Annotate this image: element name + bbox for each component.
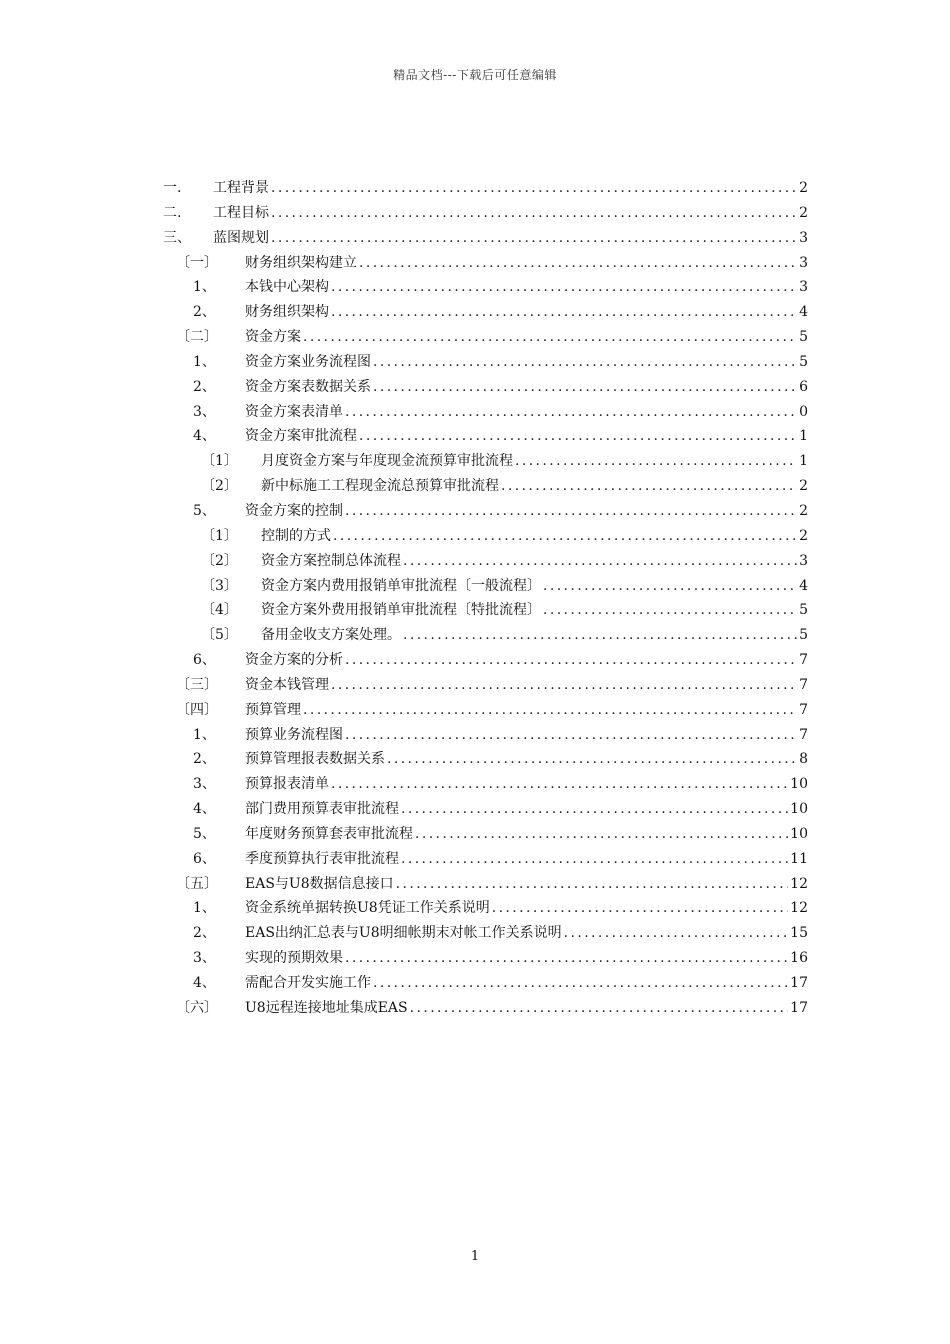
toc-entry-number: 4、 bbox=[193, 801, 216, 818]
toc-entry-title: 财务组织架构 bbox=[245, 304, 329, 321]
toc-entry-page: 2 bbox=[799, 502, 808, 519]
toc-entry[interactable] bbox=[163, 549, 808, 574]
toc-entry-title: 预算管理 bbox=[245, 701, 301, 718]
toc-entry-title: 资金方案业务流程图 bbox=[245, 353, 371, 370]
toc-entry[interactable] bbox=[163, 325, 808, 350]
toc-entry-page: 3 bbox=[799, 279, 808, 296]
toc-entry-number: 〔五〕 bbox=[176, 875, 218, 892]
toc-entry-number: 2、 bbox=[193, 751, 216, 768]
toc-entry-line bbox=[245, 698, 808, 723]
toc-entry-title: 资金方案表清单 bbox=[245, 403, 343, 420]
toc-entry-number: 一. bbox=[163, 180, 182, 196]
toc-entry-number: 〔1〕 bbox=[201, 453, 238, 470]
toc-entry-title: 预算管理报表数据关系 bbox=[245, 751, 385, 768]
toc-entry-number: 4、 bbox=[193, 428, 216, 445]
toc-entry-line bbox=[213, 176, 808, 201]
toc-entry[interactable] bbox=[163, 822, 808, 847]
toc-entry-page: 0 bbox=[799, 403, 808, 420]
toc-dot-leader bbox=[329, 673, 797, 698]
toc-entry-line bbox=[245, 400, 808, 425]
toc-entry-title: 资金方案的分析 bbox=[245, 652, 343, 669]
toc-entry[interactable] bbox=[163, 648, 808, 673]
toc-entry-number: 〔二〕 bbox=[176, 329, 218, 346]
toc-entry-title: 需配合开发实施工作 bbox=[245, 975, 371, 991]
toc-entry-number: 1、 bbox=[193, 900, 216, 917]
toc-entry-title: EAS出纳汇总表与U8明细帐期末对帐工作关系说明 bbox=[245, 925, 562, 942]
toc-dot-leader bbox=[513, 449, 797, 474]
toc-entry-page: 1 bbox=[799, 453, 808, 470]
toc-entry-number: 6、 bbox=[193, 652, 216, 669]
toc-entry[interactable] bbox=[163, 623, 808, 648]
toc-entry-title: 资金方案 bbox=[245, 329, 301, 346]
toc-entry-line bbox=[261, 549, 808, 574]
toc-entry-line bbox=[245, 648, 808, 673]
toc-entry[interactable] bbox=[163, 574, 808, 599]
toc-dot-leader bbox=[385, 747, 797, 772]
toc-entry-title: 本钱中心架构 bbox=[245, 279, 329, 296]
toc-entry-line bbox=[261, 623, 808, 648]
toc-entry-title: 工程背景 bbox=[213, 180, 269, 196]
toc-entry-line bbox=[245, 896, 808, 921]
toc-dot-leader bbox=[499, 474, 797, 499]
toc-entry-line bbox=[245, 872, 808, 897]
toc-entry-number: 〔三〕 bbox=[176, 676, 218, 693]
toc-entry-title: U8远程连接地址集成EAS bbox=[245, 999, 408, 1016]
toc-entry-title: 资金方案审批流程 bbox=[245, 428, 357, 445]
toc-entry[interactable] bbox=[163, 921, 808, 946]
toc-entry-page: 3 bbox=[799, 254, 808, 271]
toc-dot-leader bbox=[413, 822, 788, 847]
page-number: 1 bbox=[470, 1249, 480, 1264]
toc-entry[interactable] bbox=[163, 400, 808, 425]
toc-entry-number: 6、 bbox=[193, 850, 216, 867]
table-of-contents bbox=[163, 176, 808, 1021]
toc-entry-number: 〔四〕 bbox=[176, 701, 218, 718]
toc-entry[interactable] bbox=[163, 524, 808, 549]
toc-entry-line bbox=[245, 971, 808, 996]
toc-entry[interactable] bbox=[163, 598, 808, 623]
toc-entry-number: 2、 bbox=[193, 304, 216, 321]
toc-entry[interactable] bbox=[163, 847, 808, 872]
toc-dot-leader bbox=[541, 574, 797, 599]
toc-entry-page: 10 bbox=[790, 801, 808, 818]
toc-dot-leader bbox=[331, 524, 797, 549]
toc-entry-number: 1、 bbox=[193, 279, 216, 296]
toc-entry-number: 〔一〕 bbox=[176, 254, 218, 271]
toc-dot-leader bbox=[394, 872, 789, 897]
toc-entry-title: 资金方案表数据关系 bbox=[245, 378, 371, 395]
toc-entry-page: 12 bbox=[790, 900, 808, 917]
toc-dot-leader bbox=[357, 424, 797, 449]
toc-entry-number: 三、 bbox=[163, 229, 191, 246]
toc-entry-number: 2、 bbox=[193, 378, 216, 395]
toc-entry-page: 10 bbox=[790, 825, 808, 842]
toc-entry-line bbox=[261, 474, 808, 499]
toc-entry[interactable] bbox=[163, 201, 808, 226]
toc-dot-leader bbox=[329, 772, 788, 797]
toc-entry-number: 〔5〕 bbox=[201, 627, 238, 644]
toc-dot-leader bbox=[541, 598, 797, 623]
toc-entry[interactable] bbox=[163, 996, 808, 1021]
toc-entry-number: 〔2〕 bbox=[201, 552, 238, 569]
toc-entry-number: 1、 bbox=[193, 353, 216, 370]
toc-entry-line bbox=[261, 598, 808, 623]
toc-entry[interactable] bbox=[163, 474, 808, 499]
toc-entry-title: 年度财务预算套表审批流程 bbox=[245, 825, 413, 842]
toc-entry-title: 资金方案控制总体流程 bbox=[261, 552, 401, 569]
toc-entry-page: 7 bbox=[799, 652, 808, 669]
toc-entry-line bbox=[245, 375, 808, 400]
toc-entry[interactable] bbox=[163, 251, 808, 276]
toc-entry-page: 4 bbox=[799, 577, 808, 594]
toc-entry-line bbox=[213, 201, 808, 226]
toc-entry-line bbox=[245, 424, 808, 449]
toc-entry-number: 3、 bbox=[193, 776, 216, 793]
toc-dot-leader bbox=[371, 971, 788, 996]
toc-dot-leader bbox=[357, 251, 797, 276]
toc-entry-title: 季度预算执行表审批流程 bbox=[245, 850, 399, 867]
toc-entry-title: 财务组织架构建立 bbox=[245, 254, 357, 271]
toc-entry-title: 工程目标 bbox=[213, 204, 269, 221]
toc-entry-page: 7 bbox=[799, 676, 808, 693]
toc-dot-leader bbox=[401, 549, 797, 574]
toc-entry-page: 12 bbox=[790, 875, 808, 892]
toc-dot-leader bbox=[269, 226, 797, 251]
toc-entry-title: 月度资金方案与年度现金流预算审批流程 bbox=[261, 453, 513, 470]
toc-entry-page: 3 bbox=[799, 229, 808, 246]
toc-entry-title: 资金本钱管理 bbox=[245, 676, 329, 693]
toc-entry[interactable] bbox=[163, 350, 808, 375]
toc-entry-line bbox=[213, 226, 808, 251]
toc-entry-page: 11 bbox=[790, 850, 808, 867]
toc-entry[interactable] bbox=[163, 226, 808, 251]
toc-entry-title: 资金系统单据转换U8凭证工作关系说明 bbox=[245, 900, 490, 917]
toc-dot-leader bbox=[269, 176, 797, 201]
toc-entry-title: 预算报表清单 bbox=[245, 776, 329, 793]
toc-entry-line bbox=[245, 300, 808, 325]
toc-entry-line bbox=[245, 325, 808, 350]
toc-entry-title: 资金方案内费用报销单审批流程〔一般流程〕 bbox=[261, 577, 541, 594]
toc-entry-line bbox=[261, 574, 808, 599]
toc-dot-leader bbox=[371, 350, 797, 375]
toc-entry-line bbox=[245, 673, 808, 698]
toc-entry-number: 〔2〕 bbox=[201, 478, 238, 495]
toc-entry-title: EAS与U8数据信息接口 bbox=[245, 875, 394, 892]
toc-entry-page: 2 bbox=[799, 527, 808, 544]
toc-entry-page: 16 bbox=[790, 950, 808, 967]
toc-entry-number: 〔3〕 bbox=[201, 577, 238, 594]
toc-dot-leader bbox=[408, 996, 789, 1021]
toc-entry-page: 17 bbox=[790, 999, 808, 1016]
toc-dot-leader bbox=[343, 946, 788, 971]
toc-entry-line bbox=[245, 822, 808, 847]
toc-entry[interactable] bbox=[163, 176, 808, 201]
toc-entry-page: 8 bbox=[799, 751, 808, 768]
toc-dot-leader bbox=[562, 921, 789, 946]
toc-entry-title: 新中标施工工程现金流总预算审批流程 bbox=[261, 478, 499, 495]
toc-entry-title: 预算业务流程图 bbox=[245, 726, 343, 743]
toc-entry-line bbox=[245, 747, 808, 772]
toc-dot-leader bbox=[301, 698, 797, 723]
toc-entry-page: 2 bbox=[799, 478, 808, 495]
toc-dot-leader bbox=[343, 400, 797, 425]
toc-dot-leader bbox=[399, 847, 788, 872]
toc-entry[interactable] bbox=[163, 300, 808, 325]
toc-entry-title: 资金方案的控制 bbox=[245, 502, 343, 519]
toc-entry[interactable] bbox=[163, 723, 808, 748]
toc-entry-line bbox=[245, 946, 808, 971]
toc-entry[interactable] bbox=[163, 772, 808, 797]
toc-entry[interactable] bbox=[163, 375, 808, 400]
toc-entry-line bbox=[245, 275, 808, 300]
toc-entry-number: 〔六〕 bbox=[176, 999, 218, 1016]
toc-entry-title: 实现的预期效果 bbox=[245, 950, 343, 967]
page-header: 精品文档---下载后可任意编辑 bbox=[393, 68, 557, 82]
toc-entry-page: 7 bbox=[799, 701, 808, 718]
toc-entry-line bbox=[245, 797, 808, 822]
toc-entry[interactable] bbox=[163, 971, 808, 996]
toc-entry-line bbox=[245, 499, 808, 524]
toc-entry-page: 5 bbox=[799, 353, 808, 370]
toc-entry-page: 17 bbox=[790, 975, 808, 991]
toc-entry-title: 蓝图规划 bbox=[213, 229, 269, 246]
toc-entry[interactable] bbox=[163, 797, 808, 822]
toc-entry-page: 5 bbox=[799, 329, 808, 346]
toc-entry-number: 3、 bbox=[193, 403, 216, 420]
toc-dot-leader bbox=[399, 797, 788, 822]
toc-entry-title: 备用金收支方案处理。 bbox=[261, 627, 401, 644]
toc-entry-page: 1 bbox=[799, 428, 808, 445]
toc-entry[interactable] bbox=[163, 424, 808, 449]
toc-entry-line bbox=[261, 524, 808, 549]
toc-entry-number: 5、 bbox=[193, 825, 216, 842]
toc-entry-page: 2 bbox=[799, 204, 808, 221]
toc-entry-line bbox=[245, 847, 808, 872]
toc-entry-number: 〔4〕 bbox=[201, 602, 238, 619]
toc-dot-leader bbox=[329, 300, 797, 325]
toc-entry[interactable] bbox=[163, 698, 808, 723]
toc-entry-number: 2、 bbox=[193, 925, 216, 942]
toc-entry-number: 5、 bbox=[193, 502, 216, 519]
toc-dot-leader bbox=[401, 623, 797, 648]
toc-entry-title: 控制的方式 bbox=[261, 527, 331, 544]
toc-entry-number: 〔1〕 bbox=[201, 527, 238, 544]
toc-entry-page: 7 bbox=[799, 726, 808, 743]
toc-entry[interactable] bbox=[163, 275, 808, 300]
toc-dot-leader bbox=[343, 499, 797, 524]
toc-dot-leader bbox=[343, 723, 797, 748]
toc-dot-leader bbox=[269, 201, 797, 226]
toc-entry-page: 15 bbox=[790, 925, 808, 942]
toc-dot-leader bbox=[343, 648, 797, 673]
toc-entry-number: 3、 bbox=[193, 950, 216, 967]
toc-entry-page: 5 bbox=[799, 602, 808, 619]
toc-entry-page: 4 bbox=[799, 304, 808, 321]
toc-entry-number: 二. bbox=[163, 204, 182, 221]
toc-entry-number: 1、 bbox=[193, 726, 216, 743]
toc-entry[interactable] bbox=[163, 499, 808, 524]
toc-entry[interactable] bbox=[163, 747, 808, 772]
toc-entry[interactable] bbox=[163, 896, 808, 921]
toc-entry-page: 5 bbox=[799, 627, 808, 644]
toc-entry-line bbox=[261, 449, 808, 474]
toc-dot-leader bbox=[490, 896, 788, 921]
toc-entry-page: 6 bbox=[799, 378, 808, 395]
toc-dot-leader bbox=[371, 375, 797, 400]
toc-dot-leader bbox=[301, 325, 797, 350]
toc-entry-page: 2 bbox=[799, 180, 808, 196]
toc-dot-leader bbox=[329, 275, 797, 300]
toc-entry-page: 3 bbox=[799, 552, 808, 569]
toc-entry-title: 资金方案外费用报销单审批流程〔特批流程〕 bbox=[261, 602, 541, 619]
toc-entry-number: 4、 bbox=[193, 975, 216, 991]
toc-entry-line bbox=[245, 251, 808, 276]
toc-entry-line bbox=[245, 350, 808, 375]
toc-entry-title: 部门费用预算表审批流程 bbox=[245, 801, 399, 818]
toc-entry[interactable] bbox=[163, 872, 808, 897]
toc-entry-line bbox=[245, 996, 808, 1021]
toc-entry-page: 10 bbox=[790, 776, 808, 793]
toc-entry-line bbox=[245, 921, 808, 946]
toc-entry[interactable] bbox=[163, 946, 808, 971]
toc-entry[interactable] bbox=[163, 673, 808, 698]
toc-entry[interactable] bbox=[163, 449, 808, 474]
toc-entry-line bbox=[245, 772, 808, 797]
toc-entry-line bbox=[245, 723, 808, 748]
